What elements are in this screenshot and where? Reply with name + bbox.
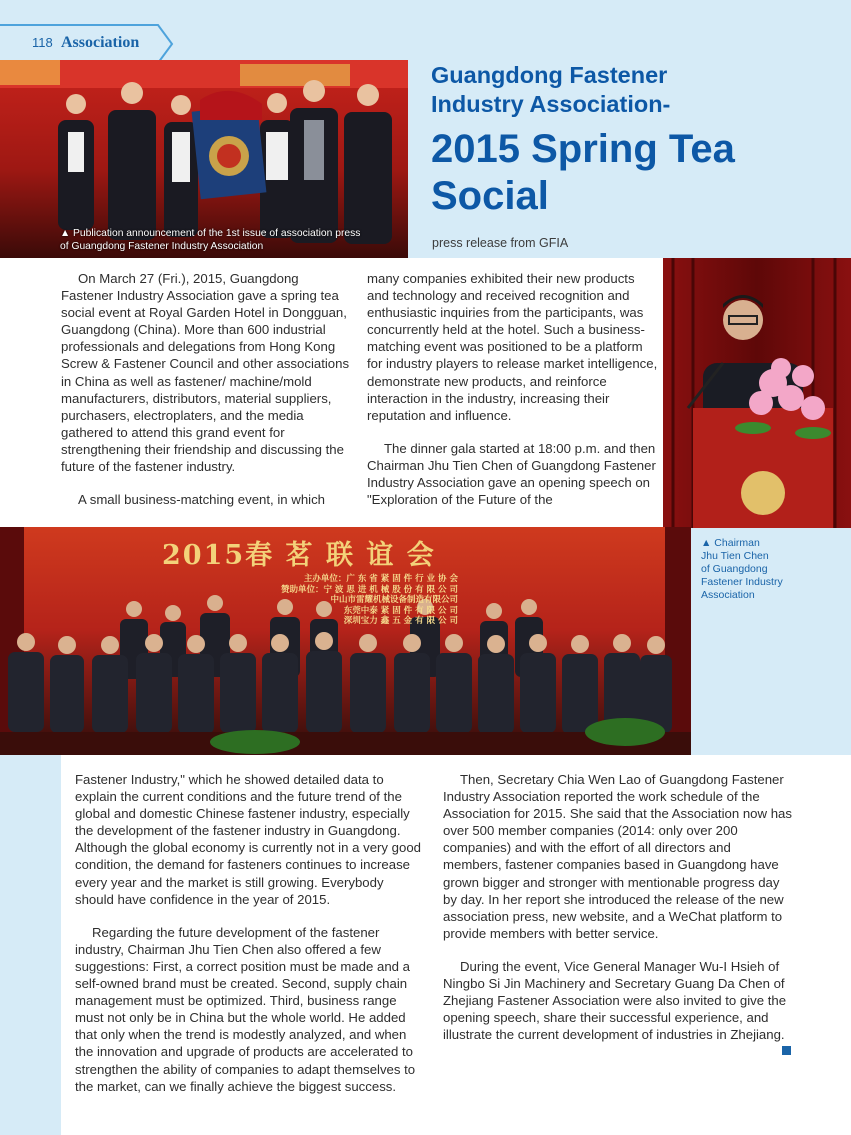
banner-line: 东莞中泰 紧 固 件 有 限 公 司 [343,605,458,616]
text-column-4 [443,771,793,1059]
banner-sponsors [258,574,458,627]
paragraph: During the event, Vice General Manager Wu-I Hsieh of Ningbo Si Jin Machinery and Secretary Guang Da Chen of Zhejiang Fastener Association were also invited to give the opening speech, share their successful experience, and illustrate the current development of industries in Zhejiang. [443,958,787,1043]
chairman-photo [663,258,851,528]
caption-line: Fastener Industry [701,576,783,588]
title-big2: Social [431,174,549,218]
paragraph: Then, Secretary Chia Wen Lao of Guangdong Fastener Industry Association reported the work schedule of the Association for 2015. She said that the Association now has over 500 member companies (2014: only over 200 companies) and with the effort of all directors and members, fastener companies based in Guangdong have grown bigger and stronger with mentionable progress day by day. In her report she introduced the release of the new association press, new website, and a WeChat platform to provide members with better service. [443,772,792,941]
caption-line: Jhu Tien Chen [701,550,769,562]
paragraph: Fastener Industry," which he showed detailed data to explain the current conditions and the future trend of the global and domestic Chinese fastener industry, especially the development of the fastener industry in Guangdong. Although the global economy is currently not in a very good condition, the demand for fasteners continues to increase every year and the market is still growing. Everybody should have confidence in the year of 2015. [75,772,422,907]
association-press-photo [0,60,408,258]
paragraph: A small business-matching event, in which [78,492,326,508]
caption-line: of Guangdong [701,563,768,575]
caption-line: Association [701,589,755,601]
text-column-3 [75,771,425,1111]
title-big1: 2015 Spring Tea [431,127,735,171]
text-column-1 [61,270,351,524]
chairman-caption [701,537,846,602]
article-title [431,61,831,219]
paragraph: many companies exhibited their new products and technology and received recognition and enthusiastic inquiries from the participants, was concurrently held at the hotel. Such a business-matching event was positioned to be a platform for industry players to release market intelligence, demonstrate new products, and reinforce interaction in the industry, increasing their reputation and influence. [367,271,658,423]
group-photo [0,527,691,755]
caption-line: ▲ Chairman [701,537,760,549]
page-number: 118 [32,35,53,50]
title-line2: Industry Association- [431,91,671,117]
text-column-2 [367,270,659,524]
banner-line: 深圳宝力 鑫 五 金 有 限 公 司 [343,616,458,626]
byline: press release from GFIA [432,236,569,250]
paragraph: The dinner gala started at 18:00 p.m. and then Chairman Jhu Tien Chen of Guangdong Fastener Industry Association gave an opening speech on "Exploration of the Future of the [367,440,656,508]
page-header-tab [0,24,175,64]
end-of-article-marker [782,1046,791,1055]
banner-title: 2015春 茗 联 谊 会 [162,540,436,571]
banner-line: 中山市雷耀机械设备制造有限公司 [330,595,458,605]
paragraph: On March 27 (Fri.), 2015, Guangdong Fastener Industry Association gave a spring tea social event at Royal Garden Hotel in Dongguan, Guangdong (China). More than 600 industrial professionals and delegations from Hong Kong Screw & Fastener Council and other associations in China as well as fastener/ machine/mold manufacturers, distributors, material suppliers, purchasers, electroplaters, and the media gathered to attend this grand event for strengthening their friendship and discussing the future of the fastener industry. [61,271,350,475]
banner-line: 主办单位：广 东 省 紧 固 件 行 业 协 会 [303,574,458,584]
banner-line: 赞助单位：宁 波 思 进 机 械 股 份 有 限 公 司 [280,584,458,595]
title-line1: Guangdong Fastener [431,62,668,88]
section-label: Association [61,34,140,51]
photo1-caption: ▲ Publication announcement of the 1st issue of association press of Guangdong Fastener Industry Association [60,228,361,252]
left-strip [0,755,61,1135]
paragraph: Regarding the future development of the fastener industry, Chairman Jhu Tien Chen also offered a few suggestions: First, a correct position must be made and a self-owned brand must be created. Second, supply chain management must be optimized. Third, business range must not only be in China but the whole world. He added that only when the trend is modestly analyzed, and when the innovation and upgrade of products are accelerated to strengthen the ability of companies to adapt themselves to the market, can we finally achieve the biggest success. [75,924,416,1094]
